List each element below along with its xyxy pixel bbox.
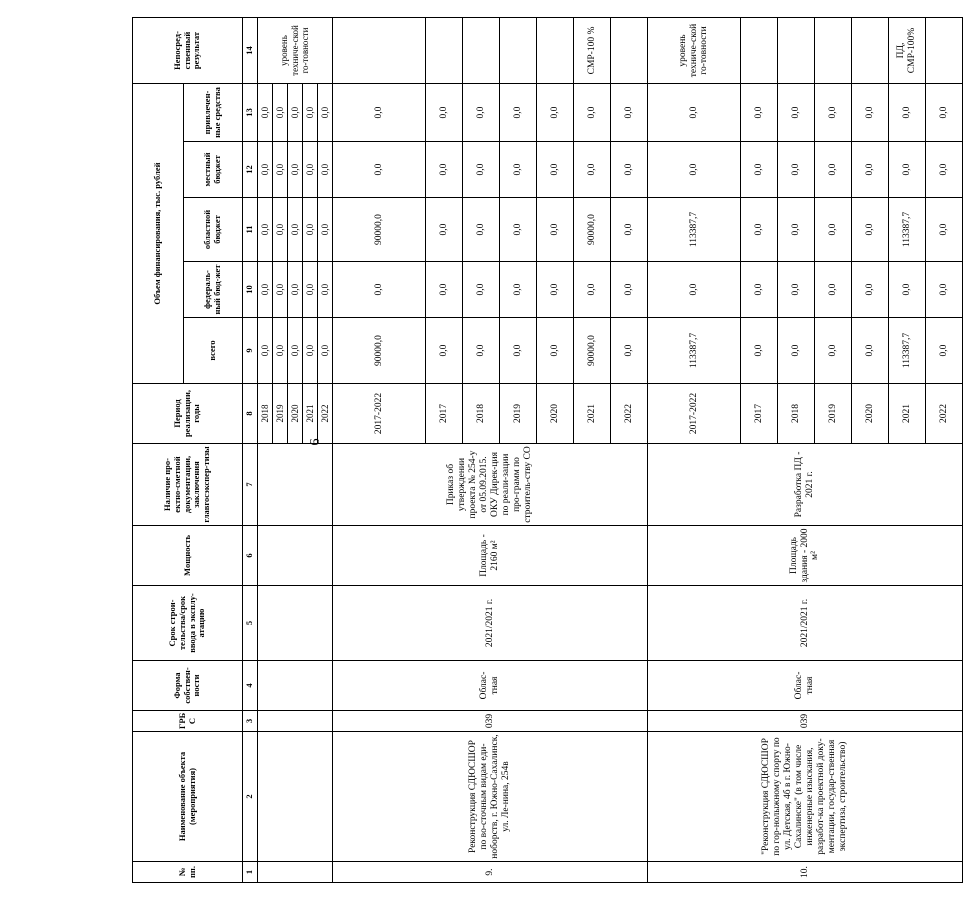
object-capacity: Площадь здания - 2000 м² <box>648 526 963 586</box>
col-number: 3 <box>243 711 258 732</box>
local-cell: 0,0 <box>574 142 611 198</box>
object-term: 2021/2021 г. <box>648 586 963 661</box>
total-cell: 0,0 <box>258 318 273 384</box>
financing-table <box>132 17 963 883</box>
attracted-cell: 0,0 <box>537 84 574 142</box>
attracted-cell: 0,0 <box>889 84 926 142</box>
header-federal: федераль-ный бюд-жет <box>184 262 243 318</box>
year-cell: 2017-2022 <box>648 384 741 444</box>
header-ownership: Форма собствен-ности <box>133 661 243 711</box>
object-name: "Реконструкция СДЮСШОР по гор-нолыжному спорту по ул. Детская, 4б в г. Южно-Сахалинске" (в том числе инженерные изыскания, разработ-ка проектной доку-ментации, государ-ственная экспертиза, строительство) <box>648 732 963 862</box>
result-cell <box>852 18 889 84</box>
col-number: 1 <box>243 862 258 883</box>
regional-cell: 0,0 <box>463 198 500 262</box>
ownership-cell <box>258 661 333 711</box>
local-cell: 0,0 <box>815 142 852 198</box>
year-cell: 2017 <box>426 384 463 444</box>
federal-cell: 0,0 <box>778 262 815 318</box>
regional-cell: 0,0 <box>500 198 537 262</box>
local-cell: 0,0 <box>333 142 426 198</box>
header-object-name: Наименование объекта (мероприятия) <box>133 732 243 862</box>
attracted-cell: 0,0 <box>500 84 537 142</box>
local-cell: 0,0 <box>463 142 500 198</box>
federal-cell: 0,0 <box>426 262 463 318</box>
col-number: 11 <box>243 198 258 262</box>
term-cell <box>258 586 333 661</box>
col-number: 10 <box>243 262 258 318</box>
object-documentation: Приказ об утверждении проекта № 254-у от 05.09.2015. ОКУ Дирек-ция по реали-зации про-грамм по строитель-ству СО <box>333 444 648 526</box>
attracted-cell: 0,0 <box>303 84 318 142</box>
local-cell: 0,0 <box>741 142 778 198</box>
total-cell: 113387,7 <box>648 318 741 384</box>
regional-cell: 113387,7 <box>889 198 926 262</box>
regional-cell: 0,0 <box>815 198 852 262</box>
regional-cell: 0,0 <box>741 198 778 262</box>
result-cell <box>926 18 963 84</box>
header-grbs: ГРБ С <box>133 711 243 732</box>
result-cell <box>500 18 537 84</box>
col-number: 8 <box>243 384 258 444</box>
year-cell: 2019 <box>815 384 852 444</box>
regional-cell: 0,0 <box>926 198 963 262</box>
attracted-cell: 0,0 <box>611 84 648 142</box>
column-number-row <box>243 18 258 883</box>
table-row <box>333 18 426 883</box>
attracted-cell: 0,0 <box>333 84 426 142</box>
attracted-cell: 0,0 <box>426 84 463 142</box>
col-number: 14 <box>243 18 258 84</box>
total-cell: 0,0 <box>852 318 889 384</box>
result-cell <box>537 18 574 84</box>
local-cell: 0,0 <box>778 142 815 198</box>
num-cell <box>258 862 333 883</box>
attracted-cell: 0,0 <box>778 84 815 142</box>
total-cell: 0,0 <box>500 318 537 384</box>
total-cell: 0,0 <box>611 318 648 384</box>
attracted-cell: 0,0 <box>852 84 889 142</box>
col-number: 4 <box>243 661 258 711</box>
header-num: № пп. <box>133 862 243 883</box>
regional-cell: 0,0 <box>611 198 648 262</box>
federal-cell: 0,0 <box>288 262 303 318</box>
federal-cell: 0,0 <box>258 262 273 318</box>
result-cell: уровень техниче-ской го-товности <box>258 18 333 84</box>
local-cell: 0,0 <box>318 142 333 198</box>
col-number: 9 <box>243 318 258 384</box>
total-cell: 90000,0 <box>574 318 611 384</box>
regional-cell: 0,0 <box>318 198 333 262</box>
federal-cell: 0,0 <box>611 262 648 318</box>
object-number: 9. <box>333 862 648 883</box>
object-documentation: Разработка ПД - 2021 г. <box>648 444 963 526</box>
object-number: 10. <box>648 862 963 883</box>
federal-cell: 0,0 <box>852 262 889 318</box>
total-cell: 0,0 <box>537 318 574 384</box>
result-cell <box>463 18 500 84</box>
year-cell: 2022 <box>318 384 333 444</box>
local-cell: 0,0 <box>611 142 648 198</box>
object-ownership: Облас-тная <box>648 661 963 711</box>
result-cell <box>333 18 426 84</box>
year-cell: 2017-2022 <box>333 384 426 444</box>
docs-cell <box>258 444 333 526</box>
local-cell: 0,0 <box>303 142 318 198</box>
total-cell: 0,0 <box>303 318 318 384</box>
local-cell: 0,0 <box>926 142 963 198</box>
federal-cell: 0,0 <box>815 262 852 318</box>
total-cell: 113387,7 <box>889 318 926 384</box>
object-name: Реконструкция СДЮСШОР по во-сточным видам еди-ноборств, г. Южно-Сахалинск, ул. Ле-нина, 254в <box>333 732 648 862</box>
total-cell: 0,0 <box>741 318 778 384</box>
rotated-table-sheet <box>132 18 949 883</box>
local-cell: 0,0 <box>288 142 303 198</box>
federal-cell: 0,0 <box>318 262 333 318</box>
local-cell: 0,0 <box>258 142 273 198</box>
result-cell <box>778 18 815 84</box>
capacity-cell <box>258 526 333 586</box>
result-cell <box>741 18 778 84</box>
local-cell: 0,0 <box>273 142 288 198</box>
attracted-cell: 0,0 <box>318 84 333 142</box>
year-cell: 2021 <box>303 384 318 444</box>
federal-cell: 0,0 <box>500 262 537 318</box>
total-cell: 0,0 <box>426 318 463 384</box>
attracted-cell: 0,0 <box>741 84 778 142</box>
header-financing: Объем финансирования, тыс. рублей <box>133 84 184 384</box>
federal-cell: 0,0 <box>537 262 574 318</box>
year-cell: 2022 <box>926 384 963 444</box>
local-cell: 0,0 <box>426 142 463 198</box>
total-cell: 90000,0 <box>333 318 426 384</box>
grbs-cell <box>258 711 333 732</box>
local-cell: 0,0 <box>852 142 889 198</box>
header-term: Срок строи-тельства/срок ввода в эксплу-атацию <box>133 586 243 661</box>
col-number: 7 <box>243 444 258 526</box>
total-cell: 0,0 <box>815 318 852 384</box>
local-cell: 0,0 <box>537 142 574 198</box>
header-period: Период реализации, годы <box>133 384 243 444</box>
header-attracted: привлечен-ные средства <box>184 84 243 142</box>
year-cell: 2018 <box>778 384 815 444</box>
total-cell: 0,0 <box>926 318 963 384</box>
attracted-cell: 0,0 <box>288 84 303 142</box>
header-row-1 <box>133 18 184 883</box>
result-cell <box>426 18 463 84</box>
year-cell: 2019 <box>500 384 537 444</box>
total-cell: 0,0 <box>288 318 303 384</box>
federal-cell: 0,0 <box>273 262 288 318</box>
local-cell: 0,0 <box>889 142 926 198</box>
object-capacity: Площадь - 2160 м² <box>333 526 648 586</box>
col-number: 6 <box>243 526 258 586</box>
page-number: 6 <box>308 438 323 446</box>
federal-cell: 0,0 <box>303 262 318 318</box>
regional-cell: 0,0 <box>426 198 463 262</box>
object-grbs: 039 <box>648 711 963 732</box>
federal-cell: 0,0 <box>574 262 611 318</box>
regional-cell: 0,0 <box>537 198 574 262</box>
object-ownership: Облас-тная <box>333 661 648 711</box>
year-cell: 2022 <box>611 384 648 444</box>
header-local: местный бюджет <box>184 142 243 198</box>
table-row <box>258 18 273 883</box>
result-cell: СМР-100 % <box>574 18 611 84</box>
name-cell <box>258 732 333 862</box>
year-cell: 2018 <box>258 384 273 444</box>
local-cell: 0,0 <box>648 142 741 198</box>
federal-cell: 0,0 <box>463 262 500 318</box>
federal-cell: 0,0 <box>889 262 926 318</box>
attracted-cell: 0,0 <box>258 84 273 142</box>
federal-cell: 0,0 <box>741 262 778 318</box>
local-cell: 0,0 <box>500 142 537 198</box>
regional-cell: 0,0 <box>303 198 318 262</box>
year-cell: 2019 <box>273 384 288 444</box>
federal-cell: 0,0 <box>333 262 426 318</box>
total-cell: 0,0 <box>778 318 815 384</box>
col-number: 12 <box>243 142 258 198</box>
result-cell <box>611 18 648 84</box>
total-cell: 0,0 <box>463 318 500 384</box>
header-total: всего <box>184 318 243 384</box>
regional-cell: 0,0 <box>273 198 288 262</box>
regional-cell: 0,0 <box>288 198 303 262</box>
attracted-cell: 0,0 <box>926 84 963 142</box>
year-cell: 2018 <box>463 384 500 444</box>
header-capacity: Мощность <box>133 526 243 586</box>
attracted-cell: 0,0 <box>648 84 741 142</box>
year-cell: 2021 <box>574 384 611 444</box>
year-cell: 2021 <box>889 384 926 444</box>
year-cell: 2017 <box>741 384 778 444</box>
total-cell: 0,0 <box>318 318 333 384</box>
federal-cell: 0,0 <box>648 262 741 318</box>
attracted-cell: 0,0 <box>463 84 500 142</box>
attracted-cell: 0,0 <box>273 84 288 142</box>
col-number: 5 <box>243 586 258 661</box>
regional-cell: 0,0 <box>852 198 889 262</box>
result-cell: ПД, СМР-100% <box>889 18 926 84</box>
header-regional: областной бюджет <box>184 198 243 262</box>
regional-cell: 113387,7 <box>648 198 741 262</box>
table-wrapper <box>132 18 949 883</box>
total-cell: 0,0 <box>273 318 288 384</box>
year-cell: 2020 <box>852 384 889 444</box>
attracted-cell: 0,0 <box>815 84 852 142</box>
header-result: Непосред-ственный результат <box>133 18 243 84</box>
regional-cell: 90000,0 <box>333 198 426 262</box>
year-cell: 2020 <box>288 384 303 444</box>
federal-cell: 0,0 <box>926 262 963 318</box>
object-grbs: 039 <box>333 711 648 732</box>
header-documentation: Наличие про-ектно-сметной документации, заключения главгосэкспер-тизы <box>133 444 243 526</box>
col-number: 2 <box>243 732 258 862</box>
regional-cell: 0,0 <box>778 198 815 262</box>
regional-cell: 0,0 <box>258 198 273 262</box>
result-cell: уровень техниче-ской го-товности <box>648 18 741 84</box>
attracted-cell: 0,0 <box>574 84 611 142</box>
table-row <box>648 18 741 883</box>
col-number: 13 <box>243 84 258 142</box>
regional-cell: 90000,0 <box>574 198 611 262</box>
object-term: 2021/2021 г. <box>333 586 648 661</box>
table-body <box>133 18 963 883</box>
year-cell: 2020 <box>537 384 574 444</box>
result-cell <box>815 18 852 84</box>
